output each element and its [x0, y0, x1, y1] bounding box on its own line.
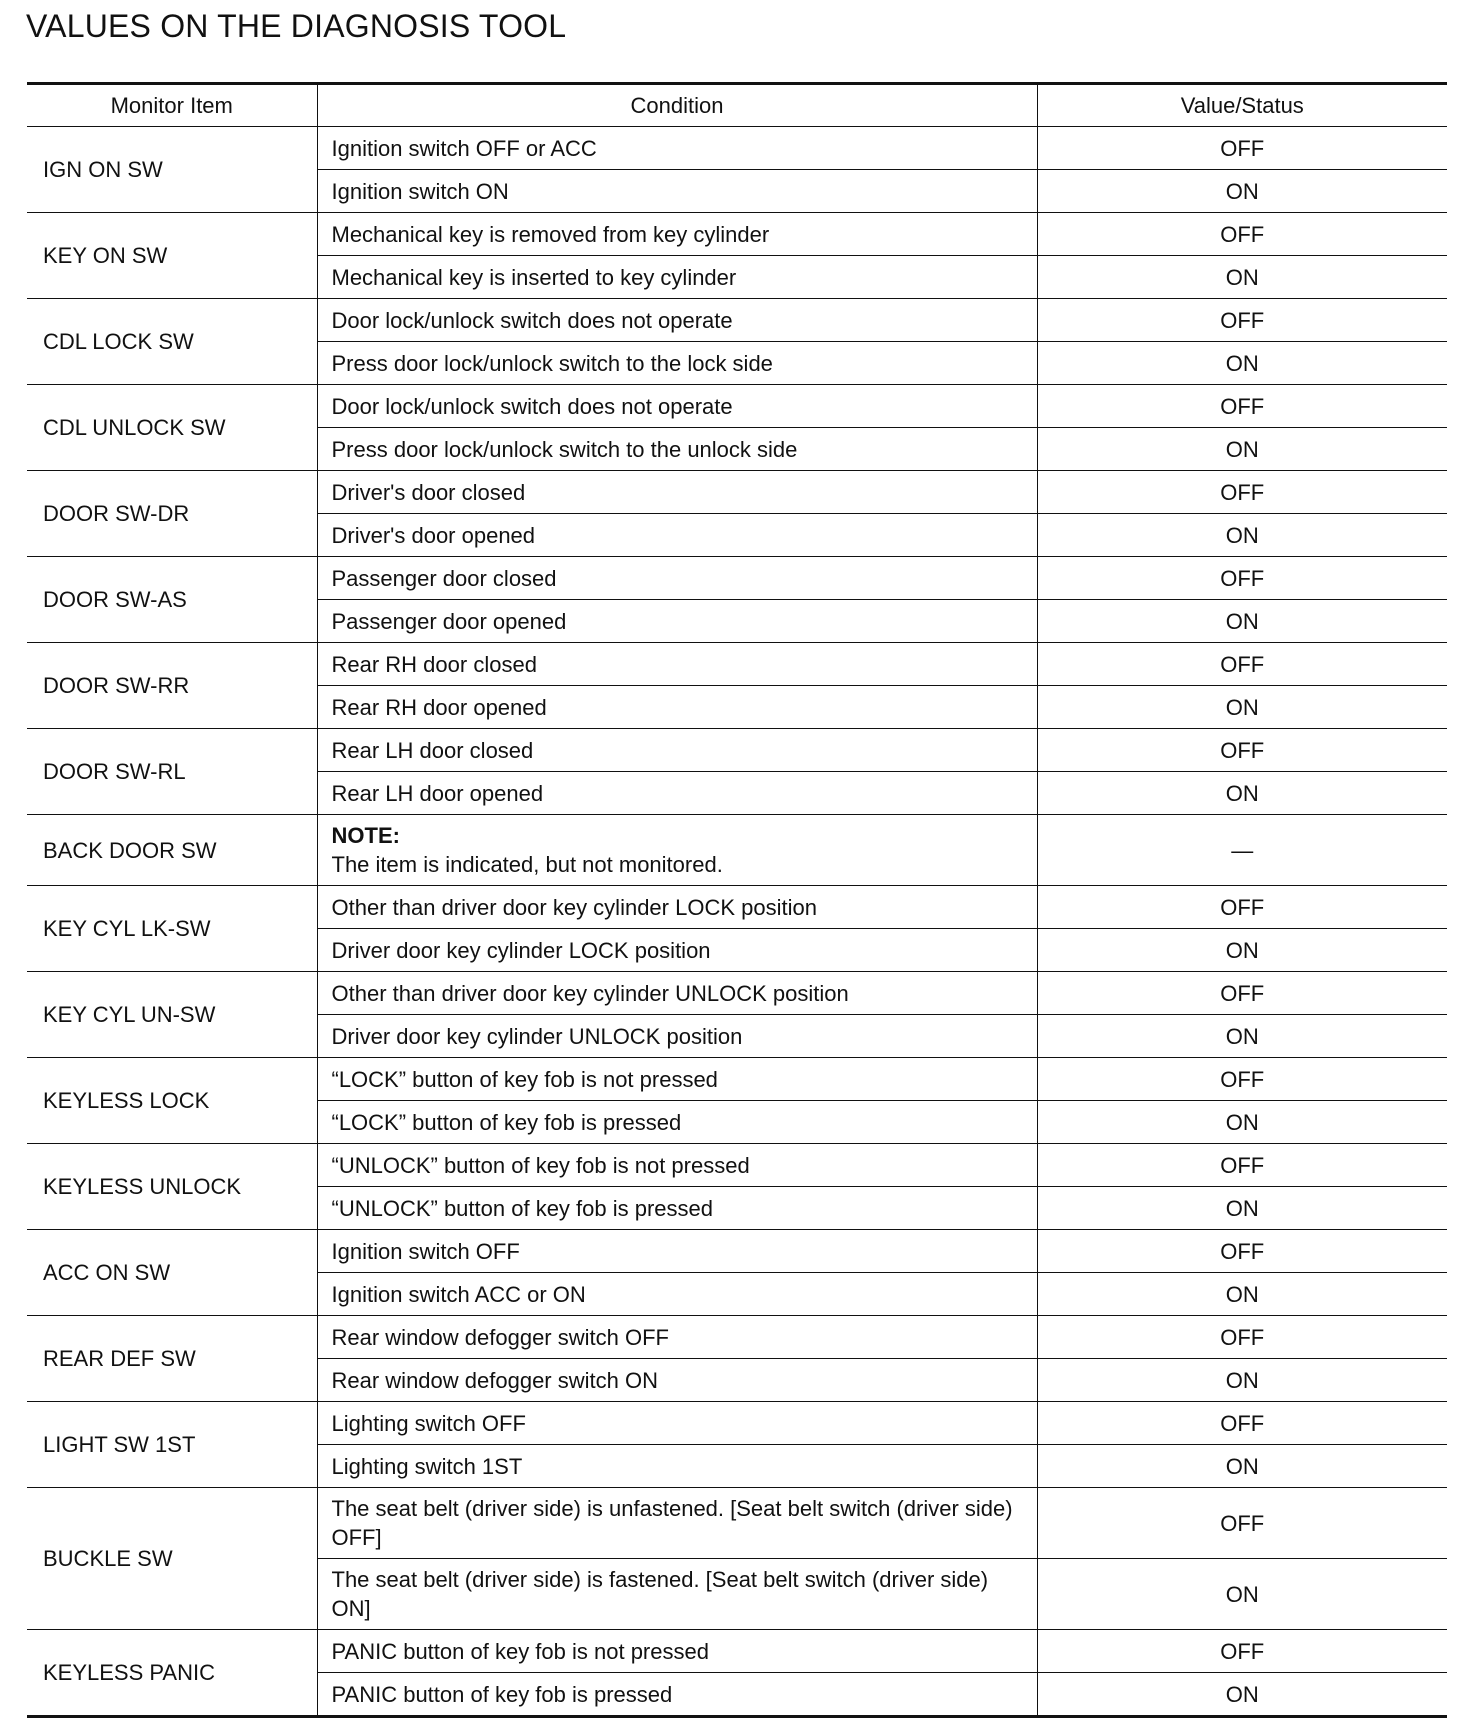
monitor-item-cell: DOOR SW-RL [27, 729, 317, 815]
value-status-cell: OFF [1037, 385, 1447, 428]
header-value-status: Value/Status [1037, 84, 1447, 127]
value-status-cell: ON [1037, 1359, 1447, 1402]
page-title: VALUES ON THE DIAGNOSIS TOOL [26, 8, 567, 44]
value-status-cell: OFF [1037, 886, 1447, 929]
monitor-item-cell: IGN ON SW [27, 127, 317, 213]
condition-cell: Door lock/unlock switch does not operate [317, 385, 1037, 428]
value-status-cell: ON [1037, 600, 1447, 643]
table-row [27, 299, 1447, 342]
table-header-row [27, 84, 1447, 127]
value-status-cell: ON [1037, 1445, 1447, 1488]
value-status-cell: OFF [1037, 213, 1447, 256]
table-row [27, 972, 1447, 1015]
table-row [27, 815, 1447, 886]
value-status-cell: OFF [1037, 299, 1447, 342]
value-status-cell: ON [1037, 1187, 1447, 1230]
table-row [27, 127, 1447, 170]
value-status-cell: ON [1037, 686, 1447, 729]
note-cell [317, 815, 1037, 886]
table-row [27, 1144, 1447, 1187]
condition-cell: Rear LH door closed [317, 729, 1037, 772]
condition-cell: Driver's door closed [317, 471, 1037, 514]
diagnosis-values-table [27, 82, 1447, 1718]
condition-cell: Door lock/unlock switch does not operate [317, 299, 1037, 342]
monitor-item-cell: BACK DOOR SW [27, 815, 317, 886]
value-status-cell: ON [1037, 929, 1447, 972]
table-row [27, 729, 1447, 772]
monitor-item-cell: KEYLESS LOCK [27, 1058, 317, 1144]
value-status-cell: OFF [1037, 1058, 1447, 1101]
condition-cell: “UNLOCK” button of key fob is not pressed [317, 1144, 1037, 1187]
condition-cell: Rear window defogger switch OFF [317, 1316, 1037, 1359]
condition-cell: Driver's door opened [317, 514, 1037, 557]
value-status-cell: OFF [1037, 1144, 1447, 1187]
value-status-cell: ON [1037, 256, 1447, 299]
condition-cell: Ignition switch OFF or ACC [317, 127, 1037, 170]
header-monitor-item: Monitor Item [27, 84, 317, 127]
table-row [27, 643, 1447, 686]
monitor-item-cell: DOOR SW-DR [27, 471, 317, 557]
value-status-cell: — [1037, 815, 1447, 886]
value-status-cell: OFF [1037, 1630, 1447, 1673]
condition-cell: Lighting switch OFF [317, 1402, 1037, 1445]
condition-cell: The seat belt (driver side) is fastened. [Seat belt switch (driver side) ON] [317, 1559, 1037, 1630]
condition-cell: Other than driver door key cylinder UNLOCK position [317, 972, 1037, 1015]
value-status-cell: ON [1037, 1101, 1447, 1144]
monitor-item-cell: KEY CYL UN-SW [27, 972, 317, 1058]
value-status-cell: ON [1037, 1673, 1447, 1717]
table-row [27, 1230, 1447, 1273]
value-status-cell: OFF [1037, 643, 1447, 686]
value-status-cell: OFF [1037, 1230, 1447, 1273]
monitor-item-cell: ACC ON SW [27, 1230, 317, 1316]
monitor-item-cell: KEY ON SW [27, 213, 317, 299]
header-condition: Condition [317, 84, 1037, 127]
table-row [27, 1402, 1447, 1445]
value-status-cell: ON [1037, 1559, 1447, 1630]
table-row [27, 886, 1447, 929]
table-row [27, 213, 1447, 256]
value-status-cell: ON [1037, 170, 1447, 213]
value-status-cell: OFF [1037, 471, 1447, 514]
condition-cell: Rear RH door opened [317, 686, 1037, 729]
note-label: NOTE: [331, 823, 400, 848]
condition-cell: Rear RH door closed [317, 643, 1037, 686]
monitor-item-cell: CDL UNLOCK SW [27, 385, 317, 471]
table-row [27, 471, 1447, 514]
condition-cell: Other than driver door key cylinder LOCK position [317, 886, 1037, 929]
value-status-cell: OFF [1037, 729, 1447, 772]
value-status-cell: ON [1037, 342, 1447, 385]
condition-cell: Driver door key cylinder UNLOCK position [317, 1015, 1037, 1058]
value-status-cell: OFF [1037, 972, 1447, 1015]
monitor-item-cell: DOOR SW-AS [27, 557, 317, 643]
note-text: The item is indicated, but not monitored. [331, 852, 723, 877]
condition-cell: Passenger door opened [317, 600, 1037, 643]
condition-cell: “LOCK” button of key fob is not pressed [317, 1058, 1037, 1101]
table-body [27, 127, 1447, 1717]
condition-cell: Lighting switch 1ST [317, 1445, 1037, 1488]
condition-cell: Driver door key cylinder LOCK position [317, 929, 1037, 972]
value-status-cell: OFF [1037, 127, 1447, 170]
value-status-cell: ON [1037, 514, 1447, 557]
value-status-cell: OFF [1037, 1488, 1447, 1559]
value-status-cell: ON [1037, 772, 1447, 815]
monitor-item-cell: LIGHT SW 1ST [27, 1402, 317, 1488]
condition-cell: Ignition switch ACC or ON [317, 1273, 1037, 1316]
table-row [27, 1488, 1447, 1559]
condition-cell: Press door lock/unlock switch to the lock side [317, 342, 1037, 385]
value-status-cell: OFF [1037, 1402, 1447, 1445]
condition-cell: PANIC button of key fob is not pressed [317, 1630, 1037, 1673]
table-row [27, 385, 1447, 428]
condition-cell: Ignition switch ON [317, 170, 1037, 213]
condition-cell: Ignition switch OFF [317, 1230, 1037, 1273]
table-row [27, 1058, 1447, 1101]
table-row [27, 557, 1447, 600]
condition-cell: Rear LH door opened [317, 772, 1037, 815]
value-status-cell: ON [1037, 428, 1447, 471]
value-status-cell: OFF [1037, 1316, 1447, 1359]
monitor-item-cell: REAR DEF SW [27, 1316, 317, 1402]
condition-cell: PANIC button of key fob is pressed [317, 1673, 1037, 1717]
monitor-item-cell: KEYLESS UNLOCK [27, 1144, 317, 1230]
condition-cell: Rear window defogger switch ON [317, 1359, 1037, 1402]
value-status-cell: ON [1037, 1273, 1447, 1316]
table-row [27, 1316, 1447, 1359]
condition-cell: “LOCK” button of key fob is pressed [317, 1101, 1037, 1144]
value-status-cell: ON [1037, 1015, 1447, 1058]
condition-cell: The seat belt (driver side) is unfastened. [Seat belt switch (driver side) OFF] [317, 1488, 1037, 1559]
condition-cell: Passenger door closed [317, 557, 1037, 600]
monitor-item-cell: KEY CYL LK-SW [27, 886, 317, 972]
value-status-cell: OFF [1037, 557, 1447, 600]
monitor-item-cell: DOOR SW-RR [27, 643, 317, 729]
condition-cell: Press door lock/unlock switch to the unlock side [317, 428, 1037, 471]
monitor-item-cell: BUCKLE SW [27, 1488, 317, 1630]
monitor-item-cell: CDL LOCK SW [27, 299, 317, 385]
monitor-item-cell: KEYLESS PANIC [27, 1630, 317, 1717]
condition-cell: Mechanical key is removed from key cylinder [317, 213, 1037, 256]
table-row [27, 1630, 1447, 1673]
condition-cell: “UNLOCK” button of key fob is pressed [317, 1187, 1037, 1230]
condition-cell: Mechanical key is inserted to key cylinder [317, 256, 1037, 299]
